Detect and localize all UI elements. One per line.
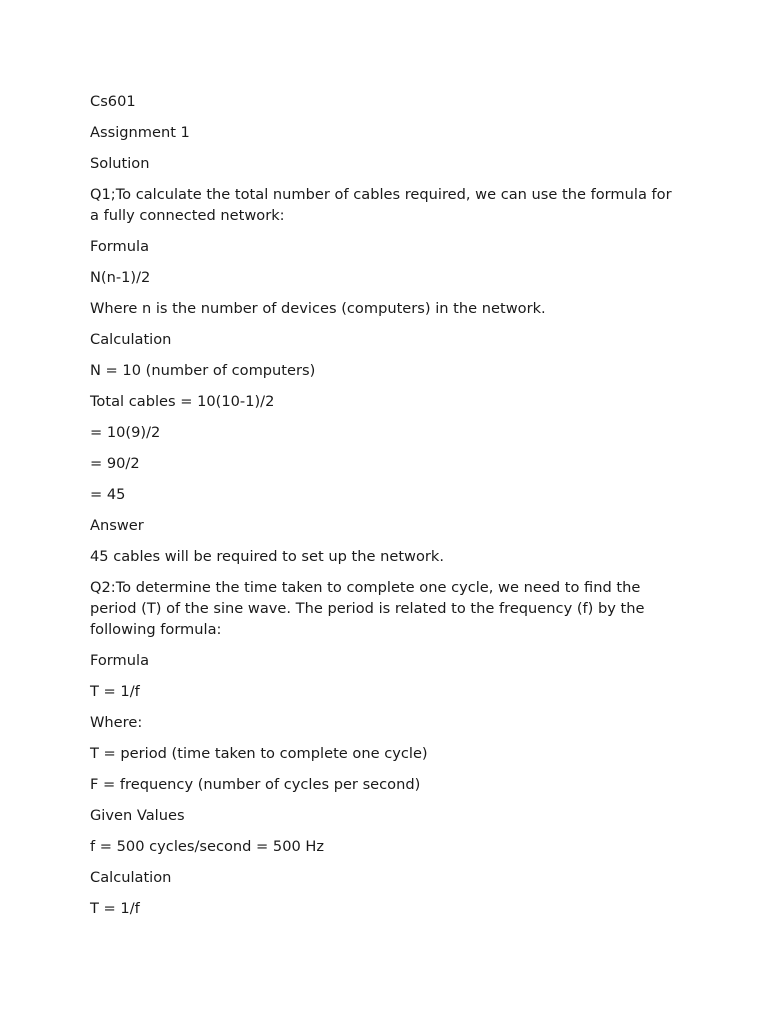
document-page: [90, 91, 680, 929]
q2-given-values-heading: Given Values: [90, 807, 185, 824]
course-code: Cs601: [90, 93, 136, 110]
solution-heading: Solution: [90, 155, 150, 172]
q2-formula: T = 1/f: [90, 683, 140, 700]
q2-where-heading: Where:: [90, 714, 143, 731]
q1-calc-step: = 10(9)/2: [90, 424, 161, 441]
q1-answer-heading: Answer: [90, 517, 144, 534]
q1-formula-heading: Formula: [90, 238, 150, 255]
q1-calculation-heading: Calculation: [90, 331, 172, 348]
q2-calc-step: T = 1/f: [90, 900, 140, 917]
q2-calculation-heading: Calculation: [90, 869, 172, 886]
q2-variable-definition: T = period (time taken to complete one cycle): [90, 745, 428, 762]
q1-calc-step: N = 10 (number of computers): [90, 362, 316, 379]
q1-formula-explanation: Where n is the number of devices (computers) in the network.: [90, 300, 546, 317]
q1-calc-step: Total cables = 10(10-1)/2: [90, 393, 275, 410]
q1-answer: 45 cables will be required to set up the network.: [90, 548, 444, 565]
q1-calc-step: = 45: [90, 486, 126, 503]
q2-formula-heading: Formula: [90, 652, 150, 669]
q2-given-value: f = 500 cycles/second = 500 Hz: [90, 838, 325, 855]
q1-intro: Q1;To calculate the total number of cables required, we can use the formula for a fully connected network:: [90, 186, 672, 224]
q1-formula: N(n-1)/2: [90, 269, 151, 286]
q1-calc-step: = 90/2: [90, 455, 140, 472]
assignment-title: Assignment 1: [90, 124, 190, 141]
q2-variable-definition: F = frequency (number of cycles per second): [90, 776, 421, 793]
q2-intro: Q2:To determine the time taken to complete one cycle, we need to find the period (T) of the sine wave. The period is related to the frequency (f) by the following formula:: [90, 579, 645, 638]
